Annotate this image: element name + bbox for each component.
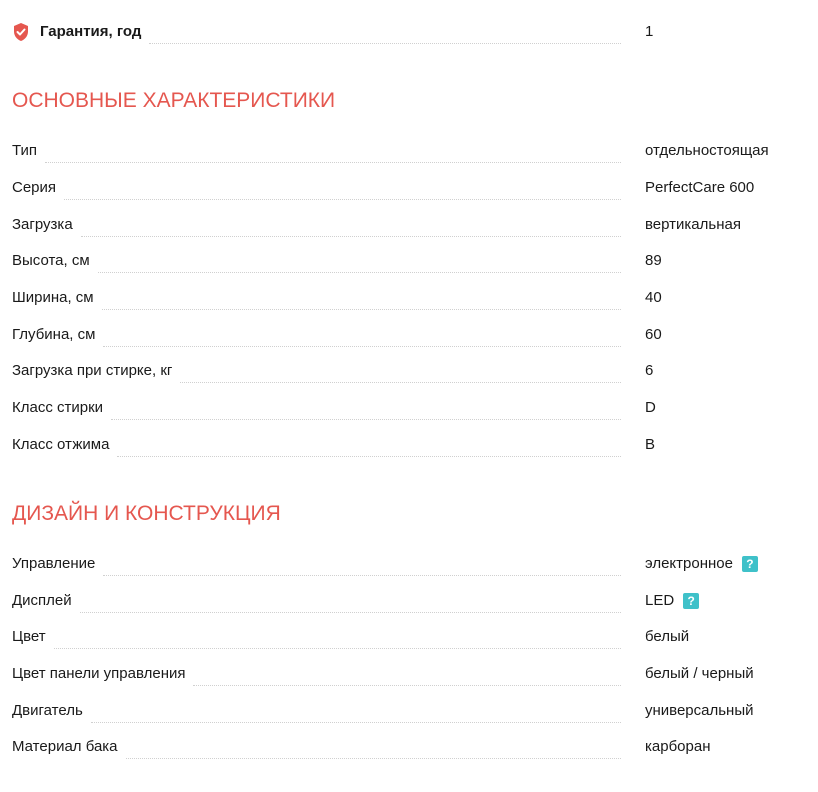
spec-row — [12, 279, 818, 316]
spec-label: Высота, см — [12, 252, 90, 269]
spec-label: Класс отжима — [12, 436, 110, 453]
help-icon[interactable]: ? — [683, 593, 699, 609]
dotted-leader — [102, 309, 621, 310]
spec-row — [12, 206, 818, 243]
spec-row — [12, 316, 818, 353]
spec-row — [12, 545, 818, 582]
spec-row — [12, 132, 818, 169]
dotted-leader — [91, 722, 621, 723]
spec-label: Класс стирки — [12, 399, 104, 416]
spec-value: универсальный — [645, 702, 754, 719]
spec-value-wrap — [645, 555, 758, 572]
spec-label: Загрузка при стирке, кг — [12, 362, 173, 379]
warranty-row — [12, 13, 818, 50]
spec-row — [12, 692, 818, 729]
dotted-leader — [54, 648, 621, 649]
spec-label: Ширина, см — [12, 289, 94, 306]
spec-value-wrap — [645, 592, 699, 609]
spec-row — [12, 389, 818, 426]
dotted-leader — [180, 382, 621, 383]
spec-label: Материал бака — [12, 738, 118, 755]
spec-label: Дисплей — [12, 592, 72, 609]
shield-check-icon — [12, 22, 30, 42]
spec-row — [12, 582, 818, 619]
spec-value: D — [645, 399, 656, 416]
dotted-leader — [80, 612, 621, 613]
section-title-design: ДИЗАЙН И КОНСТРУКЦИЯ — [12, 502, 281, 525]
spec-row — [12, 169, 818, 206]
spec-value: 60 — [645, 326, 662, 343]
spec-row — [12, 352, 818, 389]
dotted-leader — [111, 419, 621, 420]
section-title-main: ОСНОВНЫЕ ХАРАКТЕРИСТИКИ — [12, 89, 336, 112]
spec-value: белый / черный — [645, 665, 754, 682]
spec-label: Двигатель — [12, 702, 83, 719]
spec-row — [12, 426, 818, 463]
spec-label: Цвет панели управления — [12, 665, 186, 682]
spec-label: Цвет — [12, 628, 46, 645]
dotted-leader — [81, 236, 621, 237]
warranty-value: 1 — [645, 23, 654, 40]
spec-value: 6 — [645, 362, 654, 379]
dotted-leader — [103, 575, 621, 576]
spec-value: PerfectCare 600 — [645, 179, 755, 196]
spec-value: карборан — [645, 738, 711, 755]
spec-value: отдельностоящая — [645, 142, 769, 159]
dotted-leader — [98, 272, 621, 273]
help-icon[interactable]: ? — [742, 556, 758, 572]
spec-value: электронное — [645, 555, 733, 572]
dotted-leader — [45, 162, 621, 163]
spec-label: Глубина, см — [12, 326, 96, 343]
spec-label: Управление — [12, 555, 96, 572]
spec-value: 89 — [645, 252, 662, 269]
dotted-leader — [193, 685, 621, 686]
spec-row — [12, 618, 818, 655]
spec-label: Серия — [12, 179, 57, 196]
spec-row — [12, 655, 818, 692]
dotted-leader — [149, 43, 621, 44]
dotted-leader — [103, 346, 621, 347]
dotted-leader — [126, 758, 621, 759]
spec-row — [12, 242, 818, 279]
warranty-label-wrap — [12, 22, 141, 42]
spec-value: белый — [645, 628, 690, 645]
dotted-leader — [64, 199, 621, 200]
spec-label: Тип — [12, 142, 38, 159]
spec-value: B — [645, 436, 656, 453]
spec-value: LED — [645, 592, 675, 609]
spec-label: Загрузка — [12, 216, 73, 233]
spec-value: вертикальная — [645, 216, 741, 233]
dotted-leader — [117, 456, 621, 457]
warranty-label: Гарантия, год — [40, 23, 142, 40]
spec-row — [12, 728, 818, 765]
spec-value: 40 — [645, 289, 662, 306]
